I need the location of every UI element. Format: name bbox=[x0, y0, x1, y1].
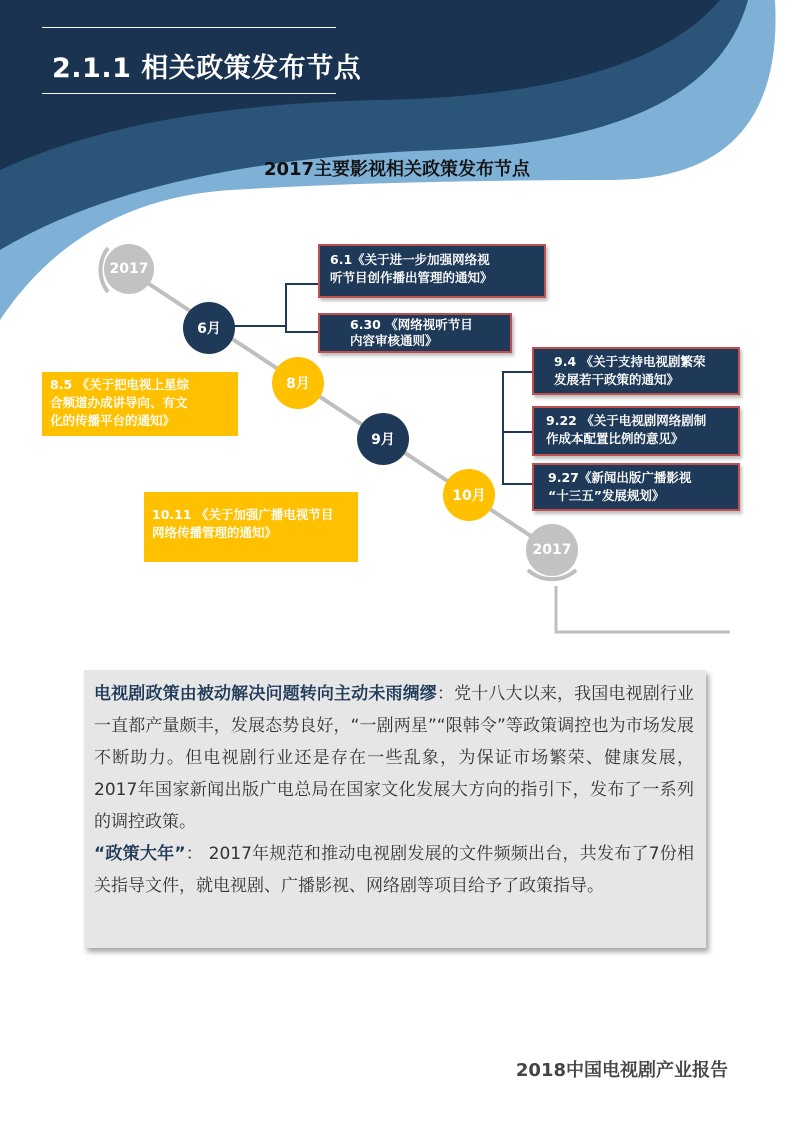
policy-box-6-30 bbox=[318, 313, 512, 353]
policy-line: 10.11 《关于加强广播电视节目 bbox=[152, 507, 334, 522]
summary-lead-1: 电视剧政策由被动解决问题转向主动未雨绸缪 bbox=[94, 684, 437, 704]
policy-box-9-4 bbox=[532, 347, 740, 395]
policy-box-9-22 bbox=[532, 406, 740, 456]
sept-connector bbox=[503, 372, 532, 484]
policy-line: 合频道办成讲导向、有文 bbox=[50, 395, 188, 410]
august-node: 8月 bbox=[272, 357, 324, 409]
policy-line: 8.5 《关于把电视上星综 bbox=[50, 377, 189, 392]
title-rule-bottom bbox=[42, 93, 336, 94]
policy-box-8-5 bbox=[42, 372, 238, 436]
footer-report-title: 2018中国电视剧产业报告 bbox=[515, 1060, 728, 1081]
summary-body-1: ：党十八大以来，我国电视剧行业一直都产量颇丰，发展态势良好，“一剧两星”“限韩令”等政策调控也为市场发展不断助力。但电视剧行业还是存在一些乱象，为保证市场繁荣、健康发展，2017年国家新闻出版广电总局在国家文化发展大方向的指引下，发布了一系列的调控政策。 bbox=[94, 684, 695, 832]
policy-line: 6.1《关于进一步加强网络视 bbox=[330, 252, 490, 267]
summary-paragraph-1 bbox=[94, 678, 694, 838]
policy-line: 9.27《新闻出版广播影视 bbox=[548, 470, 692, 485]
policy-line: 作成本配置比例的意见》 bbox=[546, 431, 684, 446]
policy-line: 9.4 《关于支持电视剧繁荣 bbox=[554, 354, 706, 369]
summary-body-2: ： 2017年规范和推动电视剧发展的文件频频出台，共发布了7份相关指导文件，就电视剧、广播影视、网络剧等项目给予了政策指导。 bbox=[94, 844, 694, 896]
policy-line: 发展若干政策的通知》 bbox=[554, 372, 680, 387]
policy-line: 内容审核通则》 bbox=[350, 333, 438, 348]
june-node: 6月 bbox=[183, 302, 235, 354]
june-connector bbox=[286, 284, 318, 332]
policy-line: 化的传播平台的通知》 bbox=[50, 413, 176, 428]
policy-line: 网络传播管理的通知》 bbox=[152, 525, 278, 540]
policy-box-9-27 bbox=[532, 463, 740, 511]
title-rule-top bbox=[42, 27, 336, 28]
policy-box-10-11 bbox=[144, 492, 358, 562]
summary-paragraph-2 bbox=[94, 838, 694, 902]
section-title: 2.1.1 相关政策发布节点 bbox=[52, 53, 362, 84]
start-year-node: 2017 bbox=[104, 244, 154, 294]
policy-line: 6.30 《网络视听节目 bbox=[350, 317, 473, 332]
policy-box-6-1 bbox=[318, 244, 546, 298]
summary-lead-2: “政策大年” bbox=[94, 844, 186, 864]
chart-title: 2017主要影视相关政策发布节点 bbox=[263, 159, 531, 180]
policy-line: “十三五”发展规划》 bbox=[548, 488, 665, 503]
end-year-tail bbox=[556, 586, 730, 632]
end-year-node: 2017 bbox=[526, 524, 578, 576]
summary-box bbox=[84, 670, 706, 948]
october-node: 10月 bbox=[443, 469, 495, 521]
policy-line: 9.22 《关于电视剧网络剧制 bbox=[546, 413, 707, 428]
september-node: 9月 bbox=[357, 413, 409, 465]
policy-line: 听节目创作播出管理的通知》 bbox=[330, 270, 493, 285]
